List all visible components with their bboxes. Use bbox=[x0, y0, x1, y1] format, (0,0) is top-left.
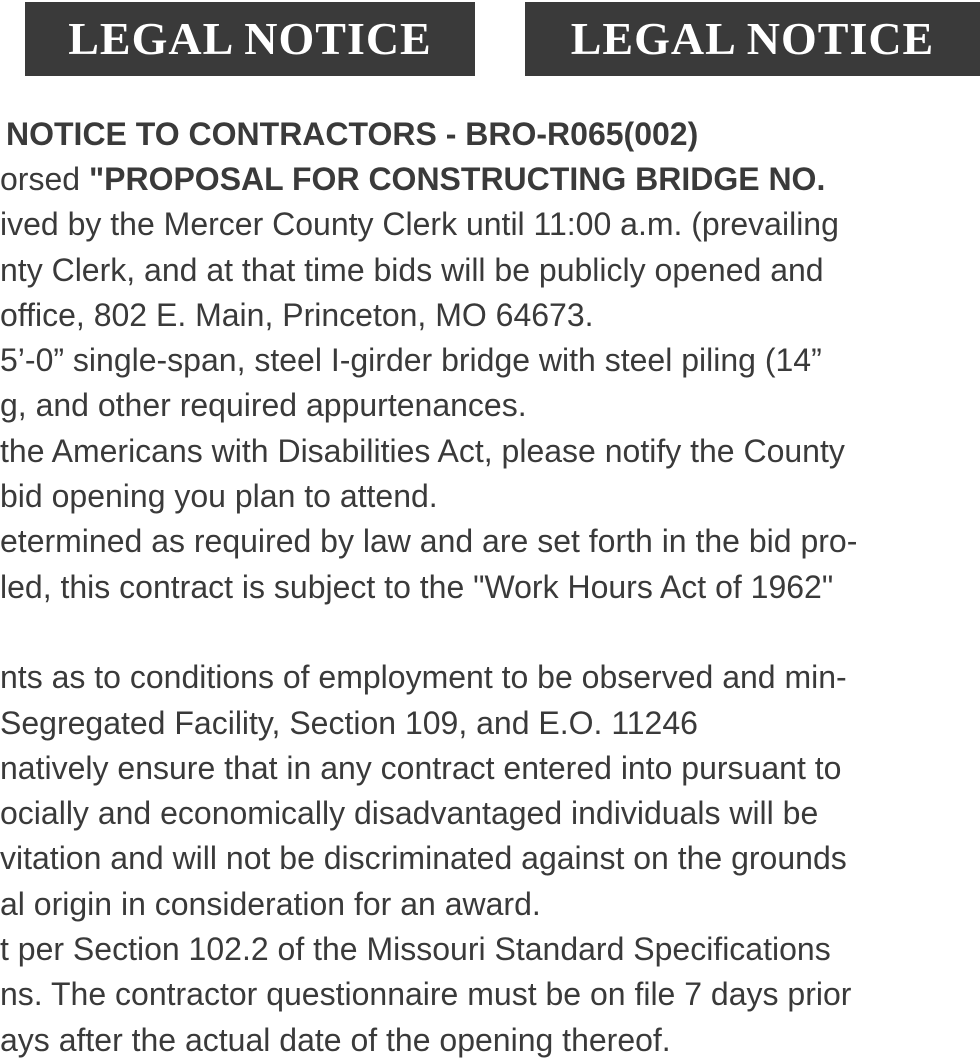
notice-line-6: g, and other required appurtenances. bbox=[0, 387, 527, 424]
notice-line-17: al origin in consideration for an award. bbox=[0, 885, 541, 922]
notice-line-8: bid opening you plan to attend. bbox=[0, 478, 438, 515]
notice-line-10: led, this contract is subject to the "Work Hours Act of 1962" bbox=[0, 568, 834, 605]
notice-line-18: t per Section 102.2 of the Missouri Standard Specifications bbox=[0, 931, 831, 968]
notice-line-4: office, 802 E. Main, Princeton, MO 64673. bbox=[0, 296, 594, 333]
line-1-prefix: orsed bbox=[0, 161, 89, 197]
legal-notice-banner-left: LEGAL NOTICE bbox=[25, 2, 475, 76]
notice-line-5: 5’-0” single-span, steel I-girder bridge with steel piling (14” bbox=[0, 342, 822, 379]
notice-line-16: vitation and will not be discriminated against on the grounds bbox=[0, 840, 847, 877]
proposal-heading: "PROPOSAL FOR CONSTRUCTING BRIDGE NO. bbox=[88, 161, 826, 197]
notice-line-13: Segregated Facility, Section 109, and E.O. 11246 bbox=[0, 704, 698, 741]
notice-line-20: ays after the actual date of the opening thereof. bbox=[0, 1021, 671, 1058]
notice-body bbox=[0, 157, 976, 1063]
legal-notice-banner-right: LEGAL NOTICE bbox=[525, 2, 980, 76]
notice-line-19: ns. The contractor questionnaire must be on file 7 days prior bbox=[0, 976, 852, 1013]
notice-line-3: nty Clerk, and at that time bids will be publicly opened and bbox=[0, 251, 824, 288]
notice-line-14: natively ensure that in any contract entered into pursuant to bbox=[0, 749, 842, 786]
notice-line-15: ocially and economically disadvantaged individuals will be bbox=[0, 795, 819, 832]
notice-line-7: the Americans with Disabilities Act, please notify the County bbox=[0, 432, 845, 469]
notice-line-12: nts as to conditions of employment to be observed and min- bbox=[0, 659, 847, 696]
notice-line-1 bbox=[0, 157, 976, 202]
notice-line-blank bbox=[0, 610, 976, 655]
notice-line-2: ived by the Mercer County Clerk until 11:00 a.m. (prevailing bbox=[0, 206, 839, 243]
notice-line-9: etermined as required by law and are set forth in the bid pro- bbox=[0, 523, 858, 560]
notice-title: NOTICE TO CONTRACTORS - BRO-R065(002) bbox=[6, 116, 699, 152]
